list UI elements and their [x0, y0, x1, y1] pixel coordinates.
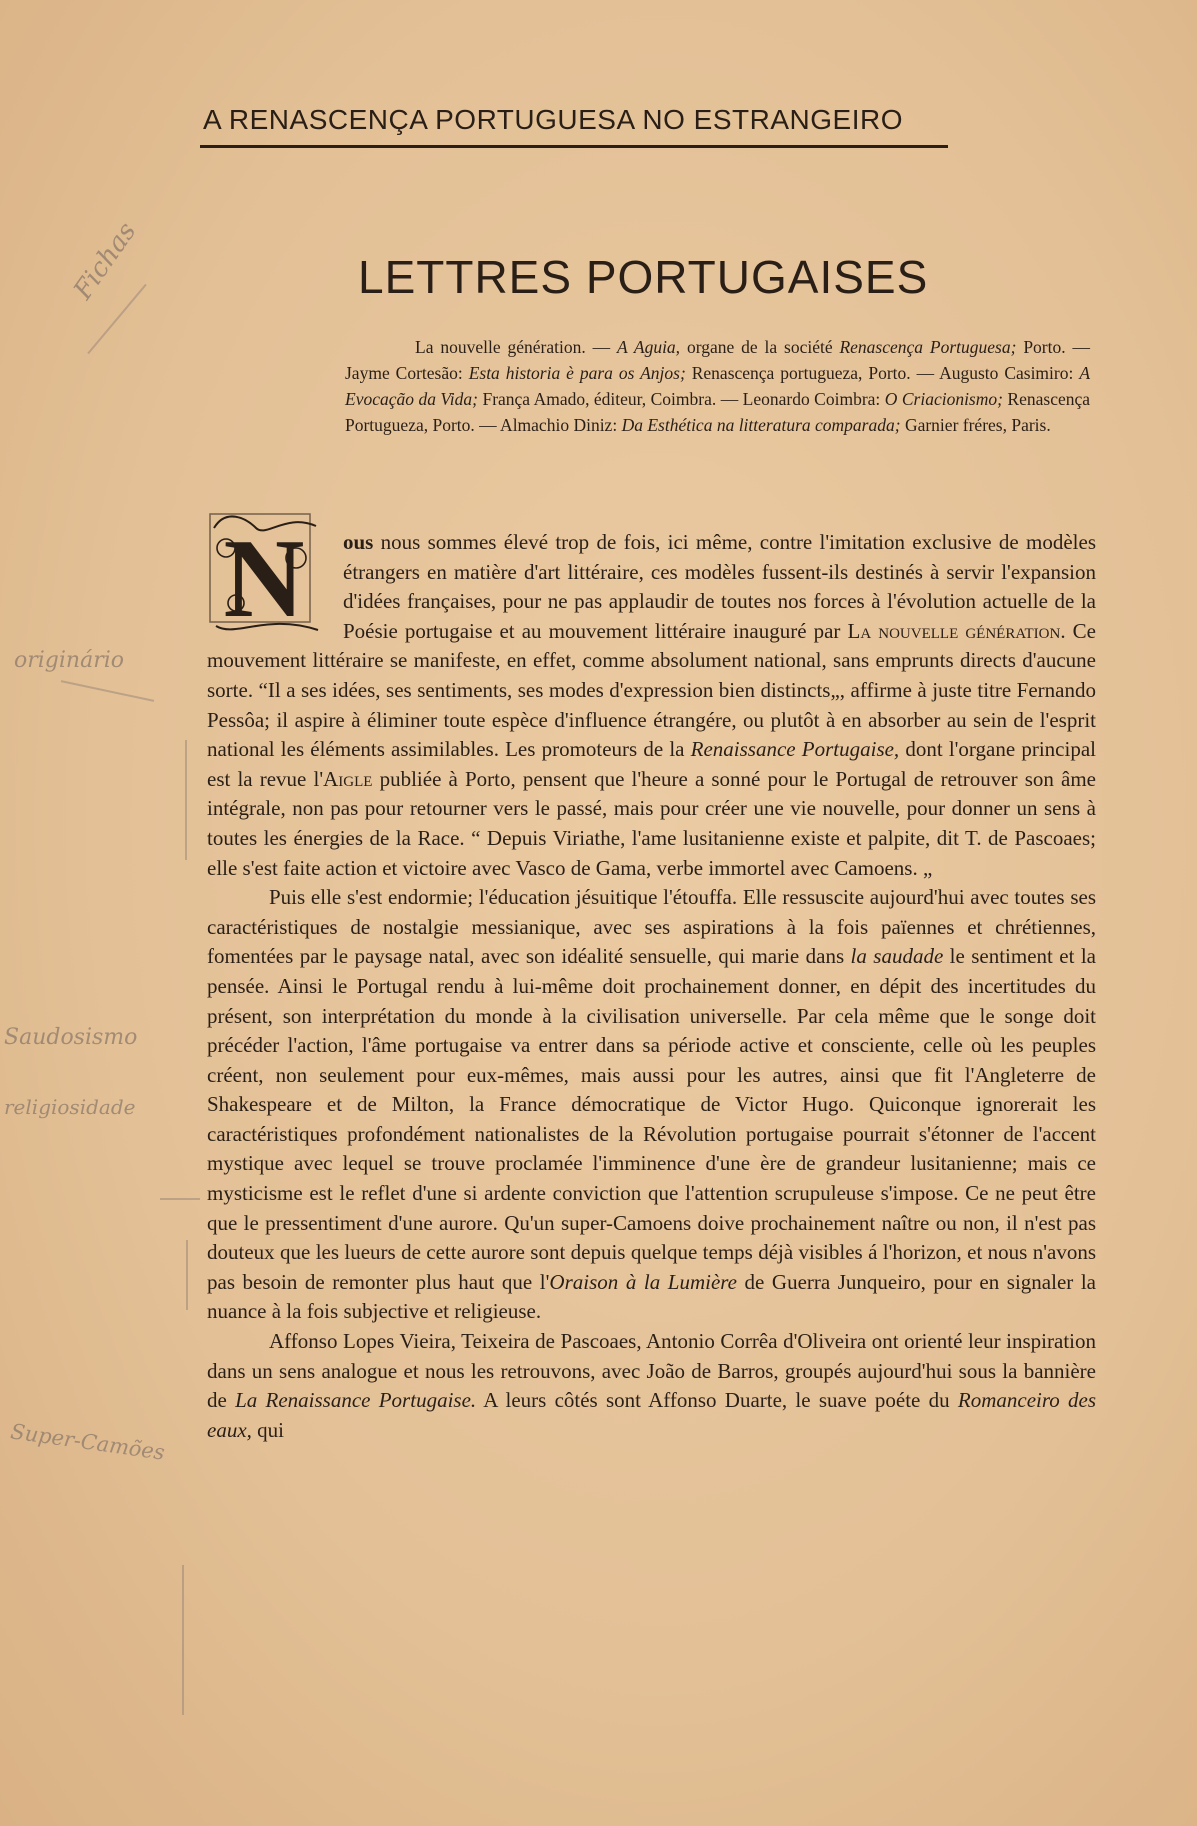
bibliography-note: La nouvelle génération. — A Aguia, organe de la société Renascença Portuguesa; Porto. — Jayme Cortesão: Esta historia è para os Anjos; Renascença portugueza, Porto. — Augusto Casimiro: A Evocação da Vida; França Amado, éditeur, Coimbra. — Leonardo Coimbra: O Criacionismo; Renascença Portugueza, Porto. — Almachio Diniz: Da Esthética na litteratura comparada; Garnier fréres, Paris. — [345, 337, 1091, 435]
article-body — [207, 528, 1096, 1445]
paragraph-1: ous nous sommes élevé trop de fois, ici même, contre l'imitation exclusive de modèles étrangers en matière d'art littéraire, ces modèles fussent-ils destinés à servir l'expansion d'idées françaises, pour ne pas applaudir de toutes nos forces à l'évolution actuelle de la Poésie portugaise et au mouvement littéraire inauguré par La nouvelle génération. Ce mouvement littéraire se manifeste, en effet, comme absolument national, sans emprunts directs d'aucune sorte. “Il a ses idées, ses sentiments, ses modes d'expression bien distincts„, affirme à juste titre Fernando Pessôa; il aspire à éliminer toute espèce d'influence étrangére, ou plutôt à en absorber au sein de l'esprit national les éléments assimilables. Les promoteurs de la Renaissance Portugaise, dont l'organe principal est la revue l'Aigle publiée à Porto, pensent que l'heure a sonné pour le Portugal de retrouver son âme intégrale, non pas pour retourner vers le passé, mais pour créer une vie nouvelle, pour donner un sens à toutes les énergies de la Race. “ Depuis Viriathe, l'ame lusitanienne existe et palpite, dit T. de Pascoaes; elle s'est faite action et victoire avec Vasco de Gama, verbe immortel avec Camoens. „ — [207, 530, 1096, 880]
dropcap-letter: N — [223, 517, 305, 638]
marginal-note-4: religiosidade — [4, 1095, 136, 1119]
pencil-stroke — [182, 1565, 184, 1715]
pencil-stroke — [185, 740, 187, 860]
pencil-stroke — [160, 1198, 200, 1200]
article-title: LETTRES PORTUGAISES — [358, 251, 929, 303]
marginal-note-1: Fichas — [68, 216, 143, 306]
marginal-note-3: Saudosismo — [4, 1025, 138, 1050]
paragraph-3: Affonso Lopes Vieira, Teixeira de Pascoaes, Antonio Corrêa d'Oliveira ont orienté leur inspiration dans un sens analogue et nous les retrouvons, avec João de Barros, groupés aujourd'hui sous la bannière de La Renaissance Portugaise. A leurs côtés sont Affonso Duarte, le suave poéte du Romanceiro des eaux, qui — [207, 1329, 1096, 1442]
header-rule — [200, 145, 948, 148]
marginal-note-2: originário — [14, 648, 124, 673]
ornamental-initial-icon — [206, 508, 324, 638]
pencil-stroke — [61, 680, 154, 702]
pencil-stroke — [186, 1240, 188, 1310]
paragraph-2: Puis elle s'est endormie; l'éducation jésuitique l'étouffa. Elle ressuscite aujourd'hui avec toutes ses caractéristiques de nostalgie messianique, avec ses aspirations à la fois païennes et chrétiennes, fomentées par le paysage natal, avec son idéalité sensuelle, qui marie dans la saudade le sentiment et la pensée. Ainsi le Portugal rendu à lui-même doit prochainement donner, en dépit des incertitudes du présent, son interprétation du monde à la civilisation universelle. Par cela même que le songe doit précéder l'action, l'âme portugaise va entrer dans sa période active et consciente, celle où les peuples créent, non seulement pour eux-mêmes, mais aussi pour les autres, ainsi que fit l'Angleterre de Shakespeare et de Milton, la France démocratique de Victor Hugo. Quiconque ignorerait les caractéristiques profondément nationalistes de la Révolution portugaise pourrait s'étonner de l'accent mystique avec lequel se trouve proclamée l'imminence d'une ère de grandeur lusitanienne; mais ce mysticisme est le reflet d'une si ardente conviction que l'attention scrupuleuse s'impose. Ce ne peut être que le pressentiment d'une aurore. Qu'un super-Camoens doive prochainement naître ou non, il n'est pas douteux que les lueurs de cette aurore sont depuis quelque temps déjà visibles á l'horizon, et nous n'avons pas besoin de remonter plus haut que l'Oraison à la Lumière de Guerra Junqueiro, pour en signaler la nuance à la fois subjective et religieuse. — [207, 885, 1096, 1324]
running-header: A RENASCENÇA PORTUGUESA NO ESTRANGEIRO — [203, 104, 903, 135]
marginal-note-5: Super-Camões — [9, 1419, 167, 1465]
